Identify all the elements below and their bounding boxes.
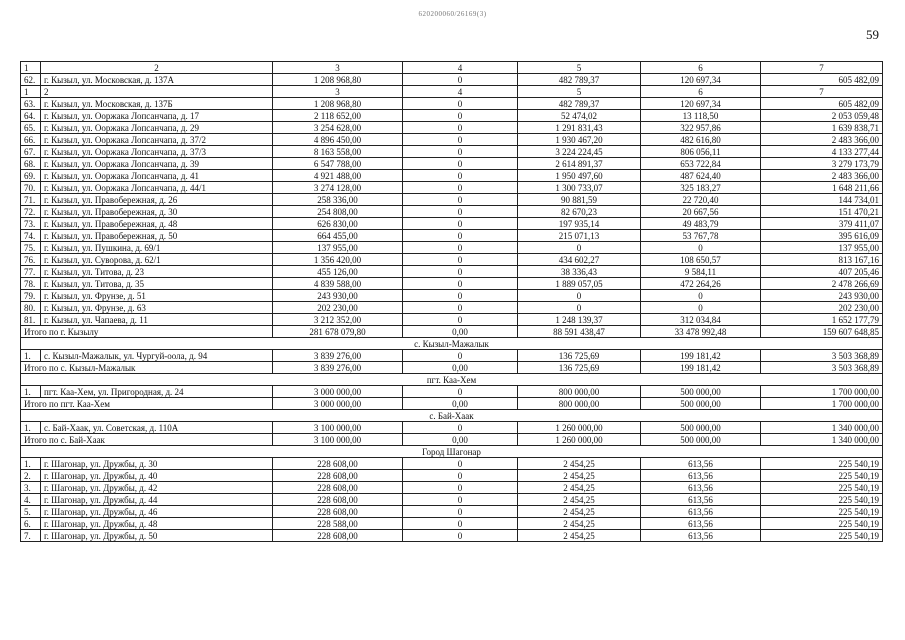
address-cell: г. Шагонар, ул. Дружбы, д. 50 — [41, 530, 273, 542]
section-title: с. Бай-Хаак — [21, 410, 883, 422]
column-number-cell: 6 — [641, 62, 761, 74]
col5-cell: 2 454,25 — [518, 518, 641, 530]
col7-cell: 4 133 277,44 — [761, 146, 883, 158]
col5-cell: 1 291 831,43 — [518, 122, 641, 134]
col7-cell: 407 205,46 — [761, 266, 883, 278]
table-row — [21, 146, 883, 158]
address-cell: г. Кызыл, ул. Ооржака Лопсанчапа, д. 17 — [41, 110, 273, 122]
row-number: 5. — [21, 506, 41, 518]
column-number-cell: 3 — [273, 62, 403, 74]
row-number: 71. — [21, 194, 41, 206]
table-row — [21, 194, 883, 206]
row-number: 70. — [21, 182, 41, 194]
col4-cell: 0 — [403, 242, 518, 254]
table-row — [21, 494, 883, 506]
total-value-cell: 0,00 — [403, 362, 518, 374]
col7-cell: 137 955,00 — [761, 242, 883, 254]
col5-cell: 1 248 139,37 — [518, 314, 641, 326]
total-row — [21, 362, 883, 374]
address-cell: г. Кызыл, ул. Ооржака Лопсанчапа, д. 39 — [41, 158, 273, 170]
col4-cell: 0 — [403, 386, 518, 398]
table-row — [21, 278, 883, 290]
col6-cell: 613,56 — [641, 506, 761, 518]
col5-cell: 38 336,43 — [518, 266, 641, 278]
col5-cell: 1 260 000,00 — [518, 422, 641, 434]
col6-cell: 0 — [641, 290, 761, 302]
address-cell: г. Шагонар, ул. Дружбы, д. 44 — [41, 494, 273, 506]
col4-cell: 0 — [403, 290, 518, 302]
col4-cell: 0 — [403, 194, 518, 206]
row-number: 69. — [21, 170, 41, 182]
total-cost-cell: 8 163 558,00 — [273, 146, 403, 158]
address-cell: г. Кызыл, ул. Ооржака Лопсанчапа, д. 29 — [41, 122, 273, 134]
col7-cell: 225 540,19 — [761, 506, 883, 518]
col6-cell: 472 264,26 — [641, 278, 761, 290]
total-value-cell: 3 000 000,00 — [273, 398, 403, 410]
col4-cell: 0 — [403, 518, 518, 530]
col7-cell: 395 616,09 — [761, 230, 883, 242]
col6-cell: 13 118,50 — [641, 110, 761, 122]
total-cost-cell: 3 274 128,00 — [273, 182, 403, 194]
col5-cell: 1 930 467,20 — [518, 134, 641, 146]
col4-cell: 0 — [403, 302, 518, 314]
column-number-cell: 3 — [273, 86, 403, 98]
col6-cell: 199 181,42 — [641, 350, 761, 362]
section-title: пгт. Каа-Хем — [21, 374, 883, 386]
total-value-cell: 199 181,42 — [641, 362, 761, 374]
address-cell: г. Кызыл, ул. Московская, д. 137Б — [41, 98, 273, 110]
total-cost-cell: 228 588,00 — [273, 518, 403, 530]
total-cost-cell: 228 608,00 — [273, 530, 403, 542]
row-number: 80. — [21, 302, 41, 314]
col5-cell: 197 935,14 — [518, 218, 641, 230]
total-cost-cell: 254 808,00 — [273, 206, 403, 218]
total-row — [21, 398, 883, 410]
col5-cell: 90 881,59 — [518, 194, 641, 206]
row-number: 75. — [21, 242, 41, 254]
table-row — [21, 98, 883, 110]
col6-cell: 53 767,78 — [641, 230, 761, 242]
col5-cell: 82 670,23 — [518, 206, 641, 218]
total-cost-cell: 4 921 488,00 — [273, 170, 403, 182]
col4-cell: 0 — [403, 314, 518, 326]
total-cost-cell: 228 608,00 — [273, 506, 403, 518]
col6-cell: 482 616,80 — [641, 134, 761, 146]
col4-cell: 0 — [403, 494, 518, 506]
col6-cell: 22 720,40 — [641, 194, 761, 206]
table-row — [21, 290, 883, 302]
section-header-row — [21, 410, 883, 422]
total-cost-cell: 2 118 652,00 — [273, 110, 403, 122]
section-title: Город Шагонар — [21, 446, 883, 458]
row-number: 78. — [21, 278, 41, 290]
col5-cell: 3 224 224,45 — [518, 146, 641, 158]
total-cost-cell: 1 208 968,80 — [273, 74, 403, 86]
total-value-cell: 500 000,00 — [641, 434, 761, 446]
column-number-cell: 7 — [761, 86, 883, 98]
column-number-cell: 6 — [641, 86, 761, 98]
address-cell: пгт. Каа-Хем, ул. Пригородная, д. 24 — [41, 386, 273, 398]
col7-cell: 225 540,19 — [761, 458, 883, 470]
column-number-cell: 7 — [761, 62, 883, 74]
address-cell: с. Кызыл-Мажалык, ул. Чургуй-оола, д. 94 — [41, 350, 273, 362]
col7-cell: 144 734,01 — [761, 194, 883, 206]
table-row — [21, 206, 883, 218]
address-cell: г. Кызыл, ул. Московская, д. 137А — [41, 74, 273, 86]
address-cell: г. Кызыл, ул. Титова, д. 35 — [41, 278, 273, 290]
address-cell: г. Кызыл, ул. Ооржака Лопсанчапа, д. 44/1 — [41, 182, 273, 194]
col4-cell: 0 — [403, 206, 518, 218]
col5-cell: 2 454,25 — [518, 530, 641, 542]
total-value-cell: 3 839 276,00 — [273, 362, 403, 374]
col7-cell: 225 540,19 — [761, 530, 883, 542]
total-value-cell: 33 478 992,48 — [641, 326, 761, 338]
col4-cell: 0 — [403, 530, 518, 542]
col6-cell: 613,56 — [641, 458, 761, 470]
address-cell: г. Шагонар, ул. Дружбы, д. 42 — [41, 482, 273, 494]
table-row — [21, 350, 883, 362]
page-number: 59 — [866, 27, 879, 42]
col5-cell: 800 000,00 — [518, 386, 641, 398]
col6-cell: 653 722,84 — [641, 158, 761, 170]
col5-cell: 2 454,25 — [518, 494, 641, 506]
total-label: Итого по с. Кызыл-Мажалык — [21, 362, 273, 374]
table-row — [21, 506, 883, 518]
total-cost-cell: 228 608,00 — [273, 458, 403, 470]
col5-cell: 0 — [518, 290, 641, 302]
row-number: 65. — [21, 122, 41, 134]
total-value-cell: 0,00 — [403, 398, 518, 410]
col4-cell: 0 — [403, 158, 518, 170]
col7-cell: 379 411,07 — [761, 218, 883, 230]
row-number: 76. — [21, 254, 41, 266]
total-cost-cell: 228 608,00 — [273, 494, 403, 506]
col6-cell: 613,56 — [641, 470, 761, 482]
table-row — [21, 518, 883, 530]
col6-cell: 120 697,34 — [641, 74, 761, 86]
total-cost-cell: 228 608,00 — [273, 482, 403, 494]
housing-repair-table — [20, 61, 883, 542]
total-cost-cell: 3 839 276,00 — [273, 350, 403, 362]
total-value-cell: 0,00 — [403, 434, 518, 446]
col4-cell: 0 — [403, 458, 518, 470]
document-barcode-code: 620200060/26169(3) — [418, 10, 487, 18]
table-row — [21, 170, 883, 182]
col7-cell: 202 230,00 — [761, 302, 883, 314]
total-cost-cell: 243 930,00 — [273, 290, 403, 302]
column-number-cell: 4 — [403, 86, 518, 98]
row-number: 6. — [21, 518, 41, 530]
column-number-cell: 5 — [518, 86, 641, 98]
col6-cell: 806 056,11 — [641, 146, 761, 158]
col5-cell: 2 454,25 — [518, 470, 641, 482]
row-number: 67. — [21, 146, 41, 158]
total-value-cell: 3 100 000,00 — [273, 434, 403, 446]
section-title: с. Кызыл-Мажалык — [21, 338, 883, 350]
column-number-cell: 2 — [41, 62, 273, 74]
col5-cell: 52 474,02 — [518, 110, 641, 122]
total-cost-cell: 3 212 352,00 — [273, 314, 403, 326]
table-row — [21, 230, 883, 242]
section-header-row — [21, 338, 883, 350]
total-cost-cell: 1 208 968,80 — [273, 98, 403, 110]
section-header-row — [21, 446, 883, 458]
total-cost-cell: 3 254 628,00 — [273, 122, 403, 134]
row-number: 1. — [21, 458, 41, 470]
col6-cell: 500 000,00 — [641, 422, 761, 434]
col7-cell: 225 540,19 — [761, 518, 883, 530]
col6-cell: 322 957,86 — [641, 122, 761, 134]
address-cell: с. Бай-Хаак, ул. Советская, д. 110А — [41, 422, 273, 434]
address-cell: г. Шагонар, ул. Дружбы, д. 40 — [41, 470, 273, 482]
col6-cell: 500 000,00 — [641, 386, 761, 398]
address-cell: г. Кызыл, ул. Суворова, д. 62/1 — [41, 254, 273, 266]
row-number: 7. — [21, 530, 41, 542]
table-row — [21, 386, 883, 398]
column-number-cell: 2 — [41, 86, 273, 98]
col6-cell: 0 — [641, 302, 761, 314]
col4-cell: 0 — [403, 350, 518, 362]
col7-cell: 2 483 366,00 — [761, 170, 883, 182]
col7-cell: 1 648 211,66 — [761, 182, 883, 194]
total-cost-cell: 3 000 000,00 — [273, 386, 403, 398]
col4-cell: 0 — [403, 122, 518, 134]
row-number: 1. — [21, 386, 41, 398]
address-cell: г. Кызыл, ул. Ооржака Лопсанчапа, д. 37/3 — [41, 146, 273, 158]
col7-cell: 813 167,16 — [761, 254, 883, 266]
col7-cell: 1 340 000,00 — [761, 422, 883, 434]
col6-cell: 108 650,57 — [641, 254, 761, 266]
total-value-cell: 88 591 438,47 — [518, 326, 641, 338]
address-cell: г. Кызыл, ул. Фрунзе, д. 51 — [41, 290, 273, 302]
row-number: 1. — [21, 422, 41, 434]
col5-cell: 2 454,25 — [518, 458, 641, 470]
row-number: 3. — [21, 482, 41, 494]
row-number: 74. — [21, 230, 41, 242]
col7-cell: 225 540,19 — [761, 482, 883, 494]
col4-cell: 0 — [403, 218, 518, 230]
col4-cell: 0 — [403, 98, 518, 110]
col5-cell: 482 789,37 — [518, 98, 641, 110]
table-row — [21, 422, 883, 434]
table-row — [21, 110, 883, 122]
table-row — [21, 158, 883, 170]
table-row — [21, 254, 883, 266]
table-row — [21, 122, 883, 134]
row-number: 62. — [21, 74, 41, 86]
row-number: 4. — [21, 494, 41, 506]
total-value-cell: 500 000,00 — [641, 398, 761, 410]
col5-cell: 2 454,25 — [518, 506, 641, 518]
col4-cell: 0 — [403, 230, 518, 242]
col6-cell: 312 034,84 — [641, 314, 761, 326]
address-cell: г. Кызыл, ул. Ооржака Лопсанчапа, д. 41 — [41, 170, 273, 182]
address-cell: г. Шагонар, ул. Дружбы, д. 48 — [41, 518, 273, 530]
table-row — [21, 482, 883, 494]
total-value-cell: 1 340 000,00 — [761, 434, 883, 446]
address-cell: г. Шагонар, ул. Дружбы, д. 46 — [41, 506, 273, 518]
table-row — [21, 242, 883, 254]
total-cost-cell: 4 896 450,00 — [273, 134, 403, 146]
col6-cell: 613,56 — [641, 494, 761, 506]
col6-cell: 20 667,56 — [641, 206, 761, 218]
row-number: 1. — [21, 350, 41, 362]
total-label: Итого по г. Кызылу — [21, 326, 273, 338]
col7-cell: 1 639 838,71 — [761, 122, 883, 134]
total-value-cell: 281 678 079,80 — [273, 326, 403, 338]
row-number: 81. — [21, 314, 41, 326]
table-row — [21, 302, 883, 314]
col6-cell: 487 624,40 — [641, 170, 761, 182]
col4-cell: 0 — [403, 278, 518, 290]
row-number: 68. — [21, 158, 41, 170]
table-row — [21, 218, 883, 230]
row-number: 77. — [21, 266, 41, 278]
table-row — [21, 530, 883, 542]
address-cell: г. Кызыл, ул. Чапаева, д. 11 — [41, 314, 273, 326]
col5-cell: 0 — [518, 242, 641, 254]
total-value-cell: 136 725,69 — [518, 362, 641, 374]
total-cost-cell: 455 126,00 — [273, 266, 403, 278]
address-cell: г. Кызыл, ул. Правобережная, д. 48 — [41, 218, 273, 230]
col7-cell: 225 540,19 — [761, 494, 883, 506]
col5-cell: 1 300 733,07 — [518, 182, 641, 194]
col4-cell: 0 — [403, 74, 518, 86]
col6-cell: 49 483,79 — [641, 218, 761, 230]
col6-cell: 613,56 — [641, 482, 761, 494]
total-value-cell: 159 607 648,85 — [761, 326, 883, 338]
table-row — [21, 314, 883, 326]
col7-cell: 3 503 368,89 — [761, 350, 883, 362]
total-cost-cell: 4 839 588,00 — [273, 278, 403, 290]
total-row — [21, 434, 883, 446]
col4-cell: 0 — [403, 182, 518, 194]
address-cell: г. Кызыл, ул. Титова, д. 23 — [41, 266, 273, 278]
address-cell: г. Кызыл, ул. Пушкина, д. 69/1 — [41, 242, 273, 254]
total-cost-cell: 6 547 788,00 — [273, 158, 403, 170]
col6-cell: 613,56 — [641, 530, 761, 542]
col7-cell: 1 652 177,79 — [761, 314, 883, 326]
col7-cell: 605 482,09 — [761, 98, 883, 110]
total-value-cell: 3 503 368,89 — [761, 362, 883, 374]
col4-cell: 0 — [403, 470, 518, 482]
col6-cell: 120 697,34 — [641, 98, 761, 110]
col4-cell: 0 — [403, 266, 518, 278]
total-label: Итого по с. Бай-Хаак — [21, 434, 273, 446]
col4-cell: 0 — [403, 422, 518, 434]
address-cell: г. Кызыл, ул. Фрунзе, д. 63 — [41, 302, 273, 314]
total-cost-cell: 664 455,00 — [273, 230, 403, 242]
column-number-cell: 5 — [518, 62, 641, 74]
total-value-cell: 1 700 000,00 — [761, 398, 883, 410]
col4-cell: 0 — [403, 254, 518, 266]
address-cell: г. Кызыл, ул. Правобережная, д. 30 — [41, 206, 273, 218]
col5-cell: 2 454,25 — [518, 482, 641, 494]
col5-cell: 215 071,13 — [518, 230, 641, 242]
col4-cell: 0 — [403, 482, 518, 494]
col5-cell: 482 789,37 — [518, 74, 641, 86]
total-cost-cell: 3 100 000,00 — [273, 422, 403, 434]
col5-cell: 1 950 497,60 — [518, 170, 641, 182]
total-cost-cell: 1 356 420,00 — [273, 254, 403, 266]
col7-cell: 2 478 266,69 — [761, 278, 883, 290]
col7-cell: 151 470,21 — [761, 206, 883, 218]
total-cost-cell: 258 336,00 — [273, 194, 403, 206]
col5-cell: 2 614 891,37 — [518, 158, 641, 170]
total-cost-cell: 202 230,00 — [273, 302, 403, 314]
col7-cell: 2 053 059,48 — [761, 110, 883, 122]
col4-cell: 0 — [403, 134, 518, 146]
table-row — [21, 182, 883, 194]
total-cost-cell: 137 955,00 — [273, 242, 403, 254]
column-number-row — [21, 86, 883, 98]
col7-cell: 225 540,19 — [761, 470, 883, 482]
col5-cell: 136 725,69 — [518, 350, 641, 362]
col5-cell: 434 602,27 — [518, 254, 641, 266]
col4-cell: 0 — [403, 170, 518, 182]
table-row — [21, 470, 883, 482]
col7-cell: 1 700 000,00 — [761, 386, 883, 398]
total-row — [21, 326, 883, 338]
col5-cell: 0 — [518, 302, 641, 314]
address-cell: г. Кызыл, ул. Ооржака Лопсанчапа, д. 37/2 — [41, 134, 273, 146]
total-cost-cell: 626 830,00 — [273, 218, 403, 230]
total-value-cell: 800 000,00 — [518, 398, 641, 410]
col7-cell: 605 482,09 — [761, 74, 883, 86]
row-number: 73. — [21, 218, 41, 230]
table-row — [21, 134, 883, 146]
col6-cell: 613,56 — [641, 518, 761, 530]
col6-cell: 9 584,11 — [641, 266, 761, 278]
table-row — [21, 458, 883, 470]
col6-cell: 0 — [641, 242, 761, 254]
total-label: Итого по пгт. Каа-Хем — [21, 398, 273, 410]
address-cell: г. Шагонар, ул. Дружбы, д. 30 — [41, 458, 273, 470]
column-number-cell: 1 — [21, 86, 41, 98]
col4-cell: 0 — [403, 506, 518, 518]
address-cell: г. Кызыл, ул. Правобережная, д. 26 — [41, 194, 273, 206]
total-value-cell: 1 260 000,00 — [518, 434, 641, 446]
table-row — [21, 74, 883, 86]
col4-cell: 0 — [403, 110, 518, 122]
col7-cell: 2 483 366,00 — [761, 134, 883, 146]
address-cell: г. Кызыл, ул. Правобережная, д. 50 — [41, 230, 273, 242]
total-cost-cell: 228 608,00 — [273, 470, 403, 482]
row-number: 2. — [21, 470, 41, 482]
column-number-cell: 1 — [21, 62, 41, 74]
row-number: 66. — [21, 134, 41, 146]
col5-cell: 1 889 057,05 — [518, 278, 641, 290]
column-number-cell: 4 — [403, 62, 518, 74]
row-number: 63. — [21, 98, 41, 110]
col6-cell: 325 183,27 — [641, 182, 761, 194]
total-value-cell: 0,00 — [403, 326, 518, 338]
row-number: 79. — [21, 290, 41, 302]
col4-cell: 0 — [403, 146, 518, 158]
row-number: 72. — [21, 206, 41, 218]
col7-cell: 3 279 173,79 — [761, 158, 883, 170]
table-row — [21, 266, 883, 278]
section-header-row — [21, 374, 883, 386]
column-number-row — [21, 62, 883, 74]
row-number: 64. — [21, 110, 41, 122]
col7-cell: 243 930,00 — [761, 290, 883, 302]
